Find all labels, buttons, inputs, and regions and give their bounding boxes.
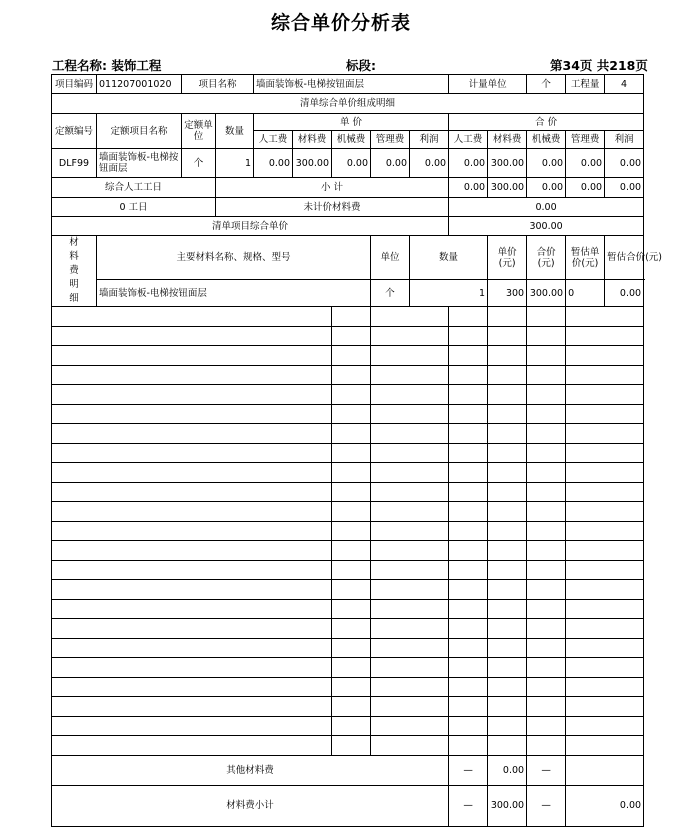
empty-cell — [371, 424, 449, 444]
col-quota-name: 定额项目名称 — [97, 114, 182, 149]
empty-cell — [449, 365, 488, 385]
col-t-machine: 机械费 — [527, 131, 566, 149]
empty-cell — [371, 521, 449, 541]
subtotal-profit: 0.00 — [605, 178, 644, 198]
empty-cell — [371, 658, 449, 678]
empty-cell — [488, 697, 527, 717]
empty-cell — [371, 365, 449, 385]
empty-cell — [332, 404, 371, 424]
empty-cell — [527, 463, 566, 483]
empty-cell — [488, 580, 527, 600]
empty-cell — [52, 580, 332, 600]
row-name: 墙面装饰板-电梯按钮面层 — [97, 149, 182, 178]
empty-cell — [449, 716, 488, 736]
empty-cell — [371, 463, 449, 483]
material-side-label: 材料费明细 — [69, 237, 79, 304]
col-unit-price: 单 价 — [254, 114, 449, 131]
unit-label: 计量单位 — [449, 75, 527, 94]
empty-cell — [449, 482, 488, 502]
empty-cell — [527, 385, 566, 405]
empty-cell — [527, 658, 566, 678]
empty-cell — [449, 599, 488, 619]
other-material-label: 其他材料费 — [52, 755, 449, 785]
row-t-labor: 0.00 — [449, 149, 488, 178]
empty-cell — [488, 443, 527, 463]
empty-cell — [527, 326, 566, 346]
empty-material-row — [52, 697, 644, 717]
empty-cell — [371, 541, 449, 561]
empty-cell — [449, 404, 488, 424]
empty-cell — [527, 580, 566, 600]
empty-cell — [52, 521, 332, 541]
empty-cell — [527, 716, 566, 736]
row-t-machine: 0.00 — [527, 149, 566, 178]
empty-cell — [488, 307, 527, 327]
empty-cell — [527, 677, 566, 697]
empty-cell — [566, 502, 644, 522]
empty-cell — [371, 560, 449, 580]
empty-cell — [488, 326, 527, 346]
empty-cell — [566, 404, 644, 424]
sub-dash-1: — — [449, 785, 488, 826]
empty-cell — [449, 463, 488, 483]
empty-cell — [371, 385, 449, 405]
empty-cell — [566, 599, 644, 619]
col-u-management: 管理费 — [371, 131, 410, 149]
empty-cell — [566, 482, 644, 502]
mat-col-price: 单价(元) — [488, 236, 527, 280]
empty-cell — [527, 619, 566, 639]
row-t-management: 0.00 — [566, 149, 605, 178]
empty-material-row — [52, 638, 644, 658]
empty-cell — [52, 619, 332, 639]
empty-cell — [488, 638, 527, 658]
sub-dash-2: — — [527, 785, 566, 826]
col-quota-code: 定额编号 — [52, 114, 97, 149]
page-number: 第34页 共218页 — [550, 58, 648, 73]
empty-cell — [52, 697, 332, 717]
empty-cell — [488, 482, 527, 502]
empty-cell — [527, 736, 566, 756]
empty-cell — [488, 521, 527, 541]
empty-material-row — [52, 521, 644, 541]
col-u-labor: 人工费 — [254, 131, 293, 149]
empty-cell — [527, 502, 566, 522]
mat-row-name: 墙面装饰板-电梯按钮面层 — [97, 280, 371, 307]
empty-cell — [371, 619, 449, 639]
subtotal-management: 0.00 — [566, 178, 605, 198]
row-code: DLF99 — [52, 149, 97, 178]
section-label: 标段: — [346, 58, 376, 73]
mat-row-price: 300 — [488, 280, 527, 307]
empty-cell — [449, 677, 488, 697]
empty-cell — [371, 716, 449, 736]
mat-col-est-price: 暂估单价(元) — [566, 236, 605, 280]
subtotal-material: 300.00 — [488, 178, 527, 198]
empty-cell — [332, 619, 371, 639]
empty-material-row — [52, 736, 644, 756]
empty-material-row — [52, 404, 644, 424]
empty-cell — [527, 307, 566, 327]
empty-cell — [527, 638, 566, 658]
empty-cell — [52, 638, 332, 658]
empty-cell — [449, 346, 488, 366]
empty-cell — [488, 736, 527, 756]
empty-cell — [566, 716, 644, 736]
empty-cell — [371, 697, 449, 717]
empty-material-row — [52, 580, 644, 600]
empty-cell — [527, 697, 566, 717]
empty-cell — [332, 365, 371, 385]
empty-cell — [566, 580, 644, 600]
empty-cell — [371, 404, 449, 424]
empty-cell — [332, 521, 371, 541]
table-row — [52, 280, 644, 307]
material-side-label-cell — [52, 236, 97, 307]
empty-cell — [332, 307, 371, 327]
empty-cell — [52, 541, 332, 561]
empty-cell — [52, 404, 332, 424]
empty-cell — [527, 365, 566, 385]
empty-cell — [449, 541, 488, 561]
empty-cell — [488, 365, 527, 385]
empty-material-row — [52, 307, 644, 327]
empty-cell — [371, 307, 449, 327]
col-u-material: 材料费 — [293, 131, 332, 149]
empty-material-row — [52, 619, 644, 639]
row-unit: 个 — [182, 149, 216, 178]
other-est-total — [566, 755, 644, 785]
empty-cell — [566, 619, 644, 639]
col-total-price: 合 价 — [449, 114, 644, 131]
empty-cell — [488, 502, 527, 522]
empty-cell — [52, 736, 332, 756]
empty-cell — [566, 365, 644, 385]
empty-material-row — [52, 346, 644, 366]
empty-cell — [449, 697, 488, 717]
empty-cell — [332, 658, 371, 678]
composite-value: 300.00 — [449, 217, 644, 236]
empty-cell — [449, 736, 488, 756]
row-u-material: 300.00 — [293, 149, 332, 178]
empty-cell — [449, 307, 488, 327]
empty-cell — [566, 521, 644, 541]
empty-material-row — [52, 677, 644, 697]
name-value: 墙面装饰板-电梯按钮面层 — [254, 75, 449, 94]
other-dash-2: — — [527, 755, 566, 785]
labor-day-label: 综合人工工日 — [52, 178, 216, 198]
empty-cell — [527, 443, 566, 463]
empty-cell — [371, 502, 449, 522]
row-u-machine: 0.00 — [332, 149, 371, 178]
empty-cell — [488, 716, 527, 736]
empty-cell — [332, 560, 371, 580]
empty-cell — [52, 365, 332, 385]
mat-row-unit: 个 — [371, 280, 410, 307]
empty-cell — [488, 404, 527, 424]
empty-cell — [449, 658, 488, 678]
empty-cell — [371, 326, 449, 346]
empty-cell — [566, 541, 644, 561]
empty-cell — [52, 560, 332, 580]
empty-cell — [332, 697, 371, 717]
empty-cell — [332, 541, 371, 561]
empty-cell — [332, 326, 371, 346]
empty-cell — [488, 619, 527, 639]
empty-cell — [566, 346, 644, 366]
subtotal-machine: 0.00 — [527, 178, 566, 198]
subtotal-label: 小 计 — [216, 178, 449, 198]
empty-cell — [332, 677, 371, 697]
row-t-profit: 0.00 — [605, 149, 644, 178]
empty-cell — [332, 346, 371, 366]
empty-cell — [332, 580, 371, 600]
empty-cell — [566, 736, 644, 756]
col-quantity: 数量 — [216, 114, 254, 149]
row-qty: 1 — [216, 149, 254, 178]
empty-cell — [52, 716, 332, 736]
empty-cell — [52, 424, 332, 444]
empty-cell — [527, 404, 566, 424]
empty-cell — [449, 385, 488, 405]
col-t-management: 管理费 — [566, 131, 605, 149]
code-value: 011207001020 — [97, 75, 182, 94]
labor-day-value: 0 工日 — [52, 198, 216, 217]
other-dash-1: — — [449, 755, 488, 785]
empty-material-row — [52, 326, 644, 346]
empty-cell — [488, 385, 527, 405]
material-subtotal-label: 材料费小计 — [52, 785, 449, 826]
empty-cell — [332, 716, 371, 736]
empty-cell — [52, 599, 332, 619]
empty-cell — [527, 482, 566, 502]
empty-cell — [332, 385, 371, 405]
name-label: 项目名称 — [182, 75, 254, 94]
col-quota-unit: 定额单位 — [182, 114, 216, 149]
empty-cell — [527, 560, 566, 580]
empty-cell — [488, 463, 527, 483]
empty-cell — [566, 560, 644, 580]
mat-col-unit: 单位 — [371, 236, 410, 280]
empty-cell — [488, 424, 527, 444]
mat-col-est-total: 暂估合价(元) — [605, 236, 644, 280]
empty-material-row — [52, 443, 644, 463]
empty-cell — [332, 463, 371, 483]
empty-cell — [371, 443, 449, 463]
col-t-profit: 利润 — [605, 131, 644, 149]
empty-cell — [488, 658, 527, 678]
empty-cell — [449, 502, 488, 522]
empty-cell — [566, 638, 644, 658]
col-t-labor: 人工费 — [449, 131, 488, 149]
subtotal-labor: 0.00 — [449, 178, 488, 198]
empty-cell — [566, 307, 644, 327]
table-row — [52, 149, 644, 178]
row-u-management: 0.00 — [371, 149, 410, 178]
empty-cell — [566, 326, 644, 346]
empty-cell — [527, 346, 566, 366]
unit-value: 个 — [527, 75, 566, 94]
empty-material-row — [52, 365, 644, 385]
empty-cell — [527, 541, 566, 561]
mat-row-qty: 1 — [410, 280, 488, 307]
col-u-machine: 机械费 — [332, 131, 371, 149]
material-subtotal-total: 300.00 — [488, 785, 527, 826]
col-t-material: 材料费 — [488, 131, 527, 149]
empty-cell — [449, 521, 488, 541]
empty-cell — [566, 658, 644, 678]
empty-cell — [371, 736, 449, 756]
page-title: 综合单价分析表 — [270, 12, 411, 34]
empty-cell — [52, 482, 332, 502]
empty-cell — [488, 677, 527, 697]
empty-cell — [371, 346, 449, 366]
empty-cell — [488, 541, 527, 561]
empty-material-row — [52, 482, 644, 502]
empty-cell — [371, 677, 449, 697]
qty-value: 4 — [605, 75, 644, 94]
qty-label: 工程量 — [566, 75, 605, 94]
project-name: 工程名称: 装饰工程 — [52, 58, 162, 73]
empty-cell — [332, 736, 371, 756]
mat-col-qty: 数量 — [410, 236, 488, 280]
empty-cell — [371, 580, 449, 600]
empty-cell — [52, 326, 332, 346]
empty-cell — [332, 482, 371, 502]
empty-cell — [371, 599, 449, 619]
empty-cell — [449, 326, 488, 346]
empty-cell — [52, 385, 332, 405]
empty-cell — [488, 599, 527, 619]
empty-cell — [566, 697, 644, 717]
empty-cell — [371, 638, 449, 658]
empty-cell — [52, 463, 332, 483]
empty-cell — [52, 658, 332, 678]
empty-material-row — [52, 424, 644, 444]
empty-cell — [332, 443, 371, 463]
empty-cell — [449, 443, 488, 463]
detail-title: 清单综合单价组成明细 — [52, 94, 644, 114]
mat-row-total: 300.00 — [527, 280, 566, 307]
empty-material-row — [52, 716, 644, 736]
material-subtotal-est: 0.00 — [566, 785, 644, 826]
empty-cell — [449, 638, 488, 658]
unpriced-label: 未计价材料费 — [216, 198, 449, 217]
empty-cell — [488, 346, 527, 366]
empty-material-row — [52, 463, 644, 483]
empty-cell — [566, 463, 644, 483]
other-material-total: 0.00 — [488, 755, 527, 785]
col-u-profit: 利润 — [410, 131, 449, 149]
empty-cell — [527, 424, 566, 444]
empty-cell — [566, 443, 644, 463]
code-label: 项目编码 — [52, 75, 97, 94]
empty-cell — [52, 443, 332, 463]
row-u-labor: 0.00 — [254, 149, 293, 178]
empty-material-row — [52, 385, 644, 405]
empty-cell — [566, 424, 644, 444]
empty-cell — [449, 560, 488, 580]
empty-cell — [52, 307, 332, 327]
empty-cell — [527, 521, 566, 541]
empty-cell — [52, 677, 332, 697]
empty-cell — [52, 502, 332, 522]
mat-row-est-price: 0 — [566, 280, 605, 307]
composite-label: 清单项目综合单价 — [52, 217, 449, 236]
empty-cell — [527, 599, 566, 619]
empty-material-row — [52, 658, 644, 678]
analysis-table — [51, 74, 662, 827]
empty-material-row — [52, 502, 644, 522]
empty-cell — [566, 385, 644, 405]
empty-cell — [449, 619, 488, 639]
unpriced-value: 0.00 — [449, 198, 644, 217]
empty-cell — [332, 424, 371, 444]
empty-cell — [449, 424, 488, 444]
empty-cell — [332, 502, 371, 522]
empty-cell — [488, 560, 527, 580]
row-t-material: 300.00 — [488, 149, 527, 178]
empty-cell — [449, 580, 488, 600]
mat-col-name: 主要材料名称、规格、型号 — [97, 236, 371, 280]
empty-cell — [566, 677, 644, 697]
row-u-profit: 0.00 — [410, 149, 449, 178]
mat-row-est-total: 0.00 — [605, 280, 644, 307]
empty-cell — [332, 638, 371, 658]
empty-cell — [371, 482, 449, 502]
empty-material-row — [52, 599, 644, 619]
empty-cell — [52, 346, 332, 366]
empty-cell — [332, 599, 371, 619]
empty-material-row — [52, 541, 644, 561]
mat-col-total: 合价(元) — [527, 236, 566, 280]
empty-material-row — [52, 560, 644, 580]
